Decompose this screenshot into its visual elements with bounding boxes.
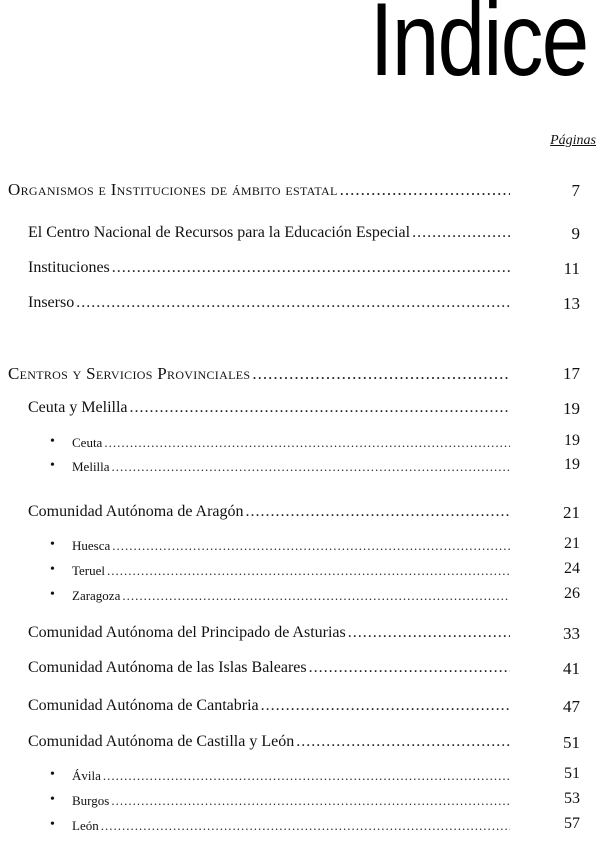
dot-leader [412,224,510,242]
dot-leader [246,503,510,521]
page-title: Indice [370,0,588,98]
toc-page-number: 26 [564,585,580,602]
toc-entry-inserso[interactable] [28,294,512,312]
toc-entry-label: Comunidad Autónoma del Principado de Asturias [28,624,346,641]
toc-entry-label: El Centro Nacional de Recursos para la Educación Especial [28,224,411,241]
toc-entry-ceuta-melilla[interactable] [28,399,512,417]
dot-leader [296,733,510,751]
dot-leader [261,697,510,715]
toc-page-number: 41 [563,659,580,678]
pages-column-header: Páginas [550,133,596,148]
toc-subentry-melilla[interactable] [72,459,512,475]
bullet-icon: • [50,562,55,577]
toc-entry-label: Comunidad Autónoma de Castilla y León [28,733,295,750]
dot-leader [111,793,510,809]
toc-entry-baleares[interactable] [28,659,512,677]
toc-subentry-leon[interactable] [72,818,512,834]
toc-page-number: 19 [564,432,580,449]
toc-subentry-avila[interactable] [72,768,512,784]
toc-page-number: 11 [563,259,580,278]
dot-leader [112,259,510,277]
toc-entry-label: Burgos [72,793,110,808]
toc-page-number: 53 [564,790,580,807]
toc-entry-label: León [72,818,99,833]
dot-leader [101,818,510,834]
dot-leader [107,563,510,579]
dot-leader [340,180,510,200]
toc-subentry-huesca[interactable] [72,538,512,554]
toc-entry-label: Ceuta y Melilla [28,399,128,416]
toc-page-number: 21 [563,503,580,522]
bullet-icon: • [50,537,55,552]
toc-entry-label: Comunidad Autónoma de Cantabria [28,697,259,714]
dot-leader [348,624,510,642]
dot-leader [104,435,510,451]
toc-entry-label: Comunidad Autónoma de Aragón [28,503,244,520]
toc-subentry-ceuta[interactable] [72,435,512,451]
toc-entry-label: Ceuta [72,435,103,450]
bullet-icon: • [50,587,55,602]
bullet-icon: • [50,792,55,807]
dot-leader [252,364,510,384]
toc-page-number: 57 [564,815,580,832]
toc-entry-label: Teruel [72,563,106,578]
toc-page-number: 51 [563,733,580,752]
bullet-icon: • [50,767,55,782]
toc-page-number: 17 [563,364,580,383]
bullet-icon: • [50,817,55,832]
toc-entry-label: Instituciones [28,259,110,276]
bullet-icon: • [50,458,55,473]
bullet-icon: • [50,434,55,449]
dot-leader [122,588,510,604]
toc-entry-label: Huesca [72,538,111,553]
toc-entry-aragon[interactable] [28,503,512,521]
toc-entry-label: Ávila [72,768,101,783]
toc-entry-instituciones[interactable] [28,259,512,277]
toc-entry-label: Zaragoza [72,588,121,603]
dot-leader [130,399,510,417]
toc-entry-cantabria[interactable] [28,697,512,715]
toc-subentry-zaragoza[interactable] [72,588,512,604]
toc-page-number: 19 [563,399,580,418]
dot-leader [76,294,510,312]
dot-leader [103,768,510,784]
toc-entry-centros-servicios[interactable] [8,364,512,384]
toc-page-number: 51 [564,765,580,782]
toc-page-number: 19 [564,456,580,473]
toc-page-number: 21 [564,535,580,552]
toc-entry-label: Organismos e Instituciones de ámbito estatal [8,180,338,199]
toc-page-number: 24 [564,560,580,577]
toc-entry-castilla-leon[interactable] [28,733,512,751]
toc-entry-centro-nacional[interactable] [28,224,512,242]
toc-page-number: 33 [563,624,580,643]
toc-entry-organismos[interactable] [8,180,512,200]
toc-page-number: 47 [563,697,580,716]
toc-entry-asturias[interactable] [28,624,512,642]
toc-page-number: 7 [571,181,580,200]
toc-subentry-burgos[interactable] [72,793,512,809]
dot-leader [112,538,510,554]
toc-subentry-teruel[interactable] [72,563,512,579]
toc-entry-label: Comunidad Autónoma de las Islas Baleares [28,659,307,676]
dot-leader [309,659,510,677]
toc-page-number: 9 [571,224,580,243]
toc-page-number: 13 [563,294,580,313]
toc-entry-label: Centros y Servicios Provinciales [8,364,251,383]
dot-leader [112,459,510,475]
toc-entry-label: Melilla [72,459,110,474]
toc-entry-label: Inserso [28,294,75,311]
